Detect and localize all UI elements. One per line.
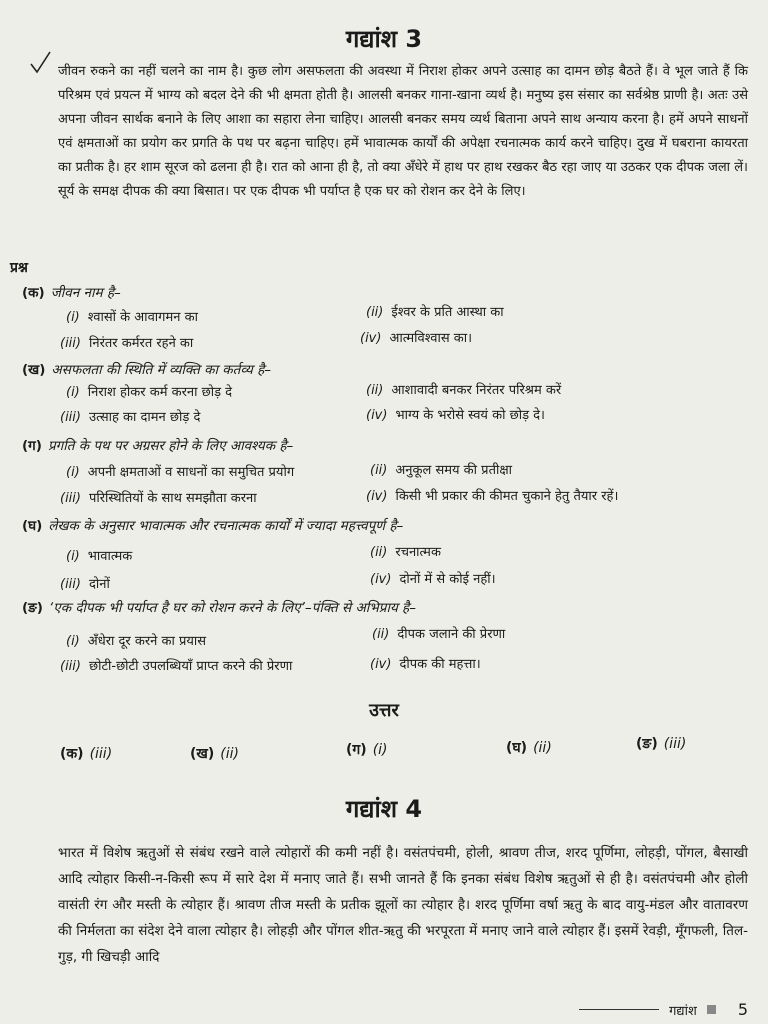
answer-key: (क)	[60, 746, 84, 762]
option	[370, 569, 496, 587]
check-mark-icon	[28, 50, 52, 74]
page-number: 5	[737, 1000, 748, 1019]
question-nga	[22, 598, 416, 616]
option-number: (i)	[66, 634, 80, 649]
option-number: (iv)	[370, 657, 392, 672]
option-number: (iii)	[60, 336, 81, 351]
option	[66, 382, 232, 400]
option	[66, 546, 132, 564]
page-footer	[579, 1000, 748, 1019]
section4-passage: भारत में विशेष ऋतुओं से संबंध रखने वाले त्योहारों की कमी नहीं है। वसंतपंचमी, होली, श्रावण तीज, शरद पूर्णिमा, लोहड़ी, पोंगल, बैसाखी आदि त्योहार किसी-न-किसी रूप में सारे देश में मनाए जाते हैं। सभी जानते हैं कि इनका संबंध विशेष ऋतुओं से ही है। वसंतपंचमी और होली वासंती रंग और मस्ती के त्योहार हैं। श्रावण तीज मस्ती के प्रतीक झूलों का त्योहार है। शरद पूर्णिमा वर्षा ऋतु के बाद वायु-मंडल और वातावरण की निर्मलता का संदेश देने वाला त्योहार है। लोहड़ी और पोंगल शीत-ऋतु की भरपूरता में मनाए जाने वाले त्योहार हैं। इसमें रेवड़ी, मूँगफली, तिल-गुड़, गी खिचड़ी आदि	[58, 845, 748, 965]
answer-item	[190, 744, 239, 763]
option-number: (ii)	[372, 627, 390, 642]
question-ga	[22, 436, 293, 454]
question-text: जीवन नाम है–	[50, 285, 121, 301]
answer-key: (ख)	[190, 746, 215, 762]
option-text: श्वासों के आवागमन का	[87, 310, 198, 325]
option-text: निरंतर कर्मरत रहने का	[88, 336, 194, 351]
option-text: छोटी-छोटी उपलब्धियाँ प्राप्त करने की प्रेरणा	[88, 659, 293, 674]
question-text: असफलता की स्थिति में व्यक्ति का कर्तव्य है–	[51, 362, 272, 378]
option-number: (iii)	[60, 577, 81, 592]
answers-heading: उत्तर	[369, 700, 399, 721]
option-text: रचनात्मक	[395, 545, 441, 560]
question-text: ‘एक दीपक भी पर्याप्त है घर को रोशन करने के लिए’–पंक्ति से अभिप्राय है–	[48, 600, 416, 616]
answer-value: (ii)	[533, 740, 552, 756]
option-number: (iv)	[370, 572, 392, 587]
option-number: (ii)	[366, 305, 384, 320]
answer-key: (ग)	[346, 742, 367, 758]
question-number: (ख)	[22, 362, 46, 378]
answer-value: (i)	[372, 742, 388, 758]
option-number: (iv)	[360, 331, 382, 346]
section4-title: गद्यांश 4	[345, 795, 423, 823]
option	[360, 328, 472, 346]
option	[370, 654, 481, 672]
question-number: (ग)	[22, 438, 42, 454]
option-text: परिस्थितियों के साथ समझौता करना	[88, 491, 257, 506]
option	[60, 574, 110, 592]
option-number: (iii)	[60, 491, 81, 506]
question-text: लेखक के अनुसार भावात्मक और रचनात्मक कार्यों में ज्यादा महत्त्वपूर्ण है–	[48, 518, 404, 534]
option-number: (i)	[66, 310, 80, 325]
option-text: भावात्मक	[87, 549, 133, 564]
option	[366, 302, 504, 320]
answer-item	[506, 738, 552, 757]
option	[60, 488, 257, 506]
option	[66, 307, 198, 325]
option-number: (ii)	[370, 463, 388, 478]
question-number: (क)	[22, 285, 45, 301]
answer-item	[636, 734, 686, 753]
option-text: निराश होकर कर्म करना छोड़ दे	[87, 385, 233, 400]
question-kha	[22, 360, 271, 378]
option-number: (iv)	[366, 408, 388, 423]
option-number: (i)	[66, 465, 80, 480]
option	[60, 407, 200, 425]
option	[370, 460, 512, 478]
footer-label: गद्यांश	[669, 1003, 697, 1019]
option	[366, 486, 618, 504]
option-number: (ii)	[370, 545, 388, 560]
option	[370, 542, 441, 560]
option-text: भाग्य के भरोसे स्वयं को छोड़ दे।	[395, 408, 545, 423]
section3-passage: जीवन रुकने का नहीं चलने का नाम है। कुछ लोग असफलता की अवस्था में निराश होकर अपने उत्साह का दामन छोड़ बैठते हैं। वे भूल जाते हैं कि परिश्रम एवं प्रयत्न में भाग्य को बदल देने की भी क्षमता होती है। आलसी बनकर गाना-खाना व्यर्थ है। मनुष्य इस संसार का सर्वश्रेष्ठ प्राणी है। अतः उसे अपना जीवन सार्थक बनाने के लिए आशा का सहारा लेना चाहिए। आलसी बनकर समय व्यर्थ बिताना अपने साथ अन्याय करना है। हमें अपने साधनों एवं क्षमताओं का प्रयोग कर प्रगति के पथ पर बढ़ना चाहिए। हमें भावात्मक कार्यों की अपेक्षा रचनात्मक कार्य करने चाहिए। दुख में घबराना कायरता का प्रतीक है। हर शाम सूरज को ढलना ही है। रात को आना ही है, तो क्या अँधेरे में हाथ पर हाथ रखकर बैठ रहा जाए या उठकर एक दीपक जला लें। सूर्य के समक्ष दीपक की क्या बिसात। पर एक दीपक भी पर्याप्त है एक घर को रोशन कर देने के लिए।	[58, 64, 748, 199]
option-text: आत्मविश्वास का।	[389, 331, 473, 346]
answer-value: (ii)	[220, 746, 239, 762]
option-text: उत्साह का दामन छोड़ दे	[88, 410, 201, 425]
option-text: दोनों में से कोई नहीं।	[399, 572, 496, 587]
question-number: (घ)	[22, 518, 43, 534]
option-number: (i)	[66, 549, 80, 564]
option	[66, 462, 294, 480]
option-text: अपनी क्षमताओं व साधनों का समुचित प्रयोग	[87, 465, 295, 480]
option-number: (i)	[66, 385, 80, 400]
option	[366, 405, 545, 423]
option-text: किसी भी प्रकार की कीमत चुकाने हेतु तैयार रहें।	[395, 489, 619, 504]
answer-key: (घ)	[506, 740, 528, 756]
option	[66, 631, 206, 649]
option	[60, 656, 292, 674]
option	[372, 624, 505, 642]
answer-value: (iii)	[663, 736, 687, 752]
question-text: प्रगति के पथ पर अग्रसर होने के लिए आवश्यक है–	[47, 438, 294, 454]
questions-heading: प्रश्न	[10, 260, 28, 276]
option-text: अनुकूल समय की प्रतीक्षा	[395, 463, 513, 478]
option-text: दीपक की महत्ता।	[399, 657, 481, 672]
option-text: दीपक जलाने की प्रेरणा	[397, 627, 506, 642]
option-text: आशावादी बनकर निरंतर परिश्रम करें	[391, 383, 562, 398]
option-number: (iii)	[60, 659, 81, 674]
option-number: (iv)	[366, 489, 388, 504]
option	[60, 333, 193, 351]
square-icon	[707, 1005, 716, 1014]
option	[366, 380, 561, 398]
answer-item	[346, 740, 388, 759]
option-text: ईश्वर के प्रति आस्था का	[391, 305, 504, 320]
question-ka	[22, 283, 121, 301]
section3-title: गद्यांश 3	[345, 25, 423, 53]
option-number: (iii)	[60, 410, 81, 425]
option-number: (ii)	[366, 383, 384, 398]
question-number: (ङ)	[22, 600, 43, 616]
option-text: दोनों	[88, 577, 110, 592]
answer-value: (iii)	[89, 746, 113, 762]
answer-key: (ङ)	[636, 736, 658, 752]
footer-rule	[579, 1009, 659, 1010]
answer-item	[60, 744, 112, 763]
option-text: अँधेरा दूर करने का प्रयास	[87, 634, 207, 649]
question-gha	[22, 516, 403, 534]
